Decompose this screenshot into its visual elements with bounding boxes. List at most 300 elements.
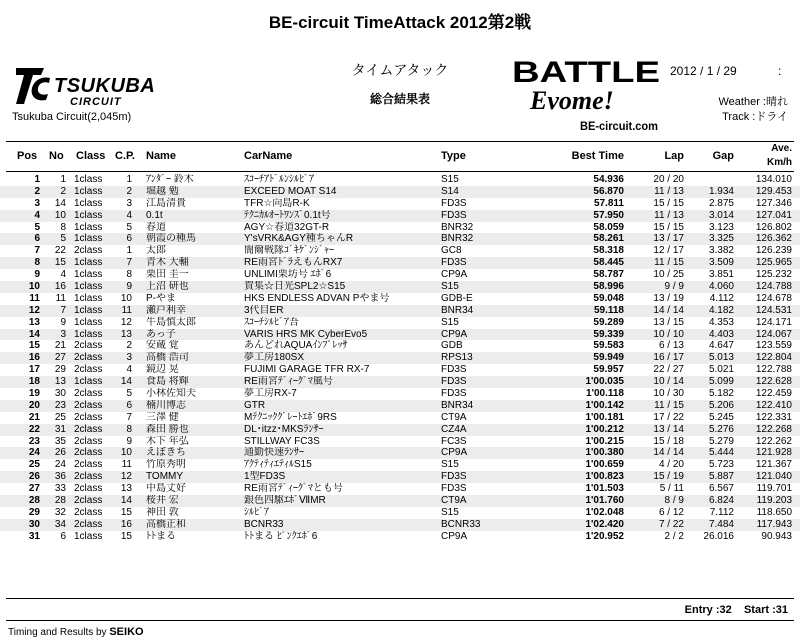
cell-best-time: 58.059 [593,221,624,233]
cell-gap: 5.444 [708,447,734,459]
cell-gap: 4.112 [709,292,734,304]
cell-ave: 127.346 [755,197,792,209]
cell-best-time: 1'20.952 [585,530,624,542]
seiko-logo: SEIKO [109,626,144,638]
cell-carname: 1型FD3S [244,471,286,483]
cell-name: ｱﾝﾀﾞｰ 鈴木 [146,174,194,185]
cell-no: 36 [54,471,66,483]
cell-ave: 122.410 [755,399,792,411]
cell-best-time: 1'00.215 [585,435,624,447]
cell-type: FD3S [441,364,467,376]
cell-no: 22 [54,245,66,257]
cell-cp: 7 [126,257,132,269]
cell-pos: 19 [28,388,40,400]
cell-class: 1class [74,197,103,209]
event-time: : [778,64,782,78]
cell-no: 10 [54,209,66,221]
cell-lap: 15 / 15 [653,221,684,233]
cell-class: 2class [74,411,103,423]
cell-type: CP9A [441,269,468,281]
cell-name: 三澤 健 [146,411,179,423]
cell-gap: 7.484 [708,518,734,530]
cell-name: 楠川博志 [146,399,186,411]
battle-logo-site: BE-circuit.com [580,119,658,133]
cell-pos: 14 [28,328,40,340]
cell-name: 高橋 浩司 [146,352,189,364]
cell-pos: 26 [28,471,40,483]
table-row [0,495,800,507]
cell-cp: 15 [120,530,132,542]
cell-gap: 5.279 [708,435,734,447]
cell-ave: 124.788 [755,281,792,293]
cell-gap: 5.021 [708,364,734,376]
cell-class: 2class [74,423,103,435]
cell-name: 上沼 研也 [146,281,189,293]
cell-pos: 17 [28,364,40,376]
cell-best-time: 58.445 [593,257,624,269]
table-row [0,329,800,341]
cell-class: 2class [74,340,103,352]
cell-pos: 5 [34,221,40,233]
table-row [0,174,800,186]
table-row [0,376,800,388]
table-row [0,436,800,448]
cell-cp: 11 [121,459,132,471]
cell-class: 2class [74,483,103,495]
cell-lap: 15 / 18 [653,435,684,447]
cell-best-time: 1'00.823 [585,471,624,483]
session-title: タイムアタック [351,62,449,78]
cell-type: GC8 [441,245,462,257]
cell-carname: 通勤快速ﾗﾝｻｰ [244,447,304,459]
cell-carname: VARIS HRS MK CyberEvo5 [244,328,368,340]
cell-name: 鏡辺 晃 [146,364,179,376]
battle-logo-main: BATTLE [512,56,660,89]
cell-type: S15 [441,316,459,328]
table-row [0,531,800,543]
cell-gap: 4.403 [708,328,734,340]
cell-carname: ﾄﾄまる ﾋﾟﾝｸｴﾎﾞ6 [244,530,318,542]
cell-ave: 124.531 [755,304,792,316]
cell-best-time: 59.583 [593,340,624,352]
cell-type: S15 [441,506,459,518]
cell-name: 青木 大輔 [146,257,189,269]
cell-class: 1class [74,292,103,304]
cell-ave: 126.239 [755,245,792,257]
cell-lap: 14 / 14 [653,304,684,316]
cell-pos: 21 [28,411,40,423]
cell-cp: 7 [126,411,132,423]
cell-lap: 13 / 14 [653,423,684,435]
cell-no: 23 [54,399,66,411]
cell-cp: 8 [126,423,132,435]
col-header-type: Type [441,150,466,162]
cell-pos: 6 [34,233,40,245]
cell-best-time: 59.949 [593,352,624,364]
cell-type: FD3S [441,483,467,495]
cell-cp: 1 [126,174,132,185]
cell-cp: 8 [126,269,132,281]
cell-best-time: 58.996 [593,281,624,293]
cell-cp: 14 [120,376,132,388]
table-row [0,424,800,436]
cell-type: BNR34 [441,304,474,316]
cell-gap: 3.325 [708,233,734,245]
cell-carname: ｼﾙﾋﾞｱ [244,506,269,518]
cell-best-time: 57.811 [593,197,624,209]
cell-lap: 13 / 17 [653,233,684,245]
table-row [0,447,800,459]
cell-type: CP9A [441,328,468,340]
cell-gap: 5.182 [708,388,734,400]
cell-pos: 13 [28,316,40,328]
cell-type: CZ4A [441,423,467,435]
cell-carname: Y'sVRK&AGY種ちゃんR [244,233,354,245]
cell-pos: 12 [28,304,40,316]
col-header-no: No [49,150,64,162]
table-row [0,257,800,269]
cell-ave: 123.559 [755,340,792,352]
table-row [0,222,800,234]
cell-cp: 11 [121,304,132,316]
cell-carname: ｽｺｰﾁｱﾄﾞﾙﾝｼﾙﾋﾞｱ [244,174,314,185]
cell-pos: 4 [34,209,40,221]
cell-pos: 11 [29,292,40,304]
cell-name: 神田 敦 [146,506,179,518]
battle-evome-logo [510,54,662,134]
cell-ave: 125.232 [755,269,792,281]
cell-carname: AGY☆春道32GT-R [244,221,330,233]
cell-name: ﾄﾄまる [146,530,176,542]
cell-name: 木下 年弘 [146,435,189,447]
cell-gap: 6.824 [708,495,734,507]
cell-carname: RE雨宮ﾃﾞｨｰｸﾞﾏとも号 [244,483,343,495]
col-header-kmh: Km/h [767,157,792,168]
cell-lap: 15 / 15 [653,197,684,209]
cell-name: 高橋正和 [146,518,186,530]
cell-lap: 11 / 15 [654,257,684,269]
table-row [0,210,800,222]
cell-lap: 11 / 13 [654,185,684,197]
cell-lap: 22 / 27 [653,364,684,376]
cell-class: 2class [74,364,103,376]
cell-lap: 2 / 2 [664,530,684,542]
cell-best-time: 1'02.420 [585,518,624,530]
cell-no: 31 [54,423,66,435]
cell-name: 小林佐知夫 [146,388,196,400]
cell-no: 15 [54,257,66,269]
cell-carname: あんどれAQUAｲﾝﾌﾟﾚｯｻ [244,340,348,352]
cell-best-time: 1'00.118 [586,388,624,400]
cell-ave: 122.628 [755,376,792,388]
table-row [0,317,800,329]
cell-type: FD3S [441,257,467,269]
cell-no: 25 [54,411,66,423]
cell-no: 7 [60,304,66,316]
cell-type: GDB-E [441,292,473,304]
cell-carname: FUJIMI GARAGE TFR RX-7 [244,364,370,376]
table-row [0,400,800,412]
cell-gap: 1.934 [708,185,734,197]
cell-ave: 121.928 [755,447,792,459]
cell-pos: 10 [28,281,40,293]
cell-type: S14 [441,185,459,197]
table-row [0,293,800,305]
cell-type: BCNR33 [441,518,481,530]
col-header-ave: Ave. [771,143,792,154]
cell-ave: 122.262 [755,435,792,447]
cell-cp: 9 [126,281,132,293]
cell-pos: 1 [34,174,40,185]
cell-best-time: 1'00.380 [585,447,624,459]
cell-best-time: 1'00.181 [585,411,624,423]
cell-no: 33 [54,483,66,495]
cell-type: S15 [441,174,459,185]
cell-carname: Mﾃｸﾆｯｸｸﾞﾚｰﾄｴﾎﾞ9RS [244,411,337,423]
cell-carname: EXCEED MOAT S14 [244,185,337,197]
table-row [0,305,800,317]
cell-lap: 20 / 20 [653,174,684,185]
cell-no: 1 [60,174,66,185]
cell-class: 1class [74,174,103,185]
cell-carname: 銀色四駆ｴﾎﾞⅦMR [244,495,326,507]
col-header-lap: Lap [664,150,684,162]
cell-class: 2class [74,447,103,459]
header-bottom-rule [6,171,794,172]
cell-carname: ﾃｸﾆｶﾙｵｰﾄﾜﾝｽﾞ0.1t号 [244,209,331,221]
cell-gap: 5.276 [708,423,734,435]
cell-type: FD3S [441,388,467,400]
cell-pos: 22 [28,423,40,435]
tc-logo-icon [14,64,52,106]
cell-no: 16 [54,281,66,293]
col-header-name: Name [146,150,176,162]
cell-no: 13 [54,376,66,388]
table-row [0,245,800,257]
cell-ave: 119.203 [756,495,792,507]
result-type: 総合結果表 [369,92,430,106]
cell-pos: 30 [28,518,40,530]
cell-class: 2class [74,518,103,530]
cell-gap: 3.851 [708,269,734,281]
circuit-name: Tsukuba Circuit(2,045m) [12,111,132,123]
cell-class: 1class [74,328,103,340]
cell-class: 2class [74,352,103,364]
cell-class: 2class [74,459,103,471]
cell-carname: 3代目ER [244,304,284,316]
cell-type: CT9A [441,495,467,507]
cell-cp: 4 [126,364,132,376]
cell-gap: 5.099 [708,376,734,388]
cell-pos: 2 [34,185,40,197]
weather-info: Weather :晴れ [718,96,788,108]
logo-tsukuba-text: TSUKUBA [54,75,156,97]
entry-count: Entry :32 [684,604,732,616]
cell-pos: 29 [28,506,40,518]
col-header-class: Class [76,150,106,162]
cell-class: 2class [74,435,103,447]
cell-cp: 16 [120,518,132,530]
cell-name: 桜井 宏 [146,495,179,507]
cell-ave: 126.802 [755,221,792,233]
cell-lap: 12 / 17 [653,245,684,257]
cell-best-time: 1'00.212 [585,423,624,435]
cell-cp: 14 [120,495,132,507]
cell-type: CT9A [441,411,467,423]
event-date: 2012 / 1 / 29 [670,64,737,78]
page-title: BE-circuit TimeAttack 2012第2戦 [268,13,532,32]
cell-type: FD3S [441,471,467,483]
cell-name: 0.1t [146,209,163,221]
cell-pos: 9 [34,269,40,281]
battle-logo-script: Evome! [530,86,614,115]
cell-no: 28 [54,495,66,507]
cell-ave: 122.459 [755,388,792,400]
cell-gap: 3.509 [708,257,734,269]
cell-pos: 18 [28,376,40,388]
cell-type: FD3S [441,376,467,388]
cell-lap: 4 / 20 [658,459,684,471]
cell-pos: 25 [28,459,40,471]
cell-cp: 12 [120,471,132,483]
logo-circuit-text: CIRCUIT [70,96,122,108]
cell-cp: 6 [126,399,132,411]
cell-class: 1class [74,221,103,233]
cell-pos: 7 [34,245,40,257]
cell-best-time: 1'00.659 [585,459,624,471]
cell-no: 27 [54,352,66,364]
cell-lap: 15 / 19 [653,471,684,483]
cell-cp: 3 [126,197,132,209]
cell-name: 竹原秀明 [146,459,186,471]
cell-no: 14 [54,197,66,209]
cell-no: 2 [60,185,66,197]
cell-pos: 27 [28,483,40,495]
cell-lap: 14 / 14 [653,447,684,459]
cell-carname: BCNR33 [244,518,284,530]
cell-class: 1class [74,269,103,281]
cell-pos: 24 [28,447,40,459]
cell-gap: 5.723 [708,459,734,471]
cell-no: 21 [54,340,66,352]
cell-pos: 8 [34,257,40,269]
cell-carname: RE雨宮ﾃﾞｨｰｸﾞﾏ風号 [244,376,333,388]
cell-cp: 15 [120,506,132,518]
cell-no: 6 [60,530,66,542]
cell-best-time: 59.048 [593,292,624,304]
table-row [0,186,800,198]
cell-type: FC3S [441,435,467,447]
cell-name: 太郎 [146,245,166,257]
cell-no: 9 [60,316,66,328]
cell-gap: 4.647 [708,340,734,352]
table-row [0,198,800,210]
cell-name: 栗田 圭一 [146,269,189,281]
cell-ave: 124.678 [755,292,792,304]
cell-pos: 16 [28,352,40,364]
entry-start-counts [685,604,788,616]
cell-gap: 2.875 [708,197,734,209]
cell-type: S15 [441,459,459,471]
cell-gap: 5.206 [708,399,734,411]
cell-no: 4 [60,269,66,281]
cell-carname: 夢工房RX-7 [244,388,297,400]
cell-pos: 3 [34,197,40,209]
cell-no: 32 [54,506,66,518]
cell-no: 11 [55,292,66,304]
cell-cp: 12 [120,316,132,328]
cell-carname: ｽｺｰﾁｼﾙﾋﾞｱ吾 [244,316,299,328]
cell-no: 8 [60,221,66,233]
timing-credit-prefix: Timing and Results by [8,627,107,638]
table-row [0,471,800,483]
cell-lap: 13 / 15 [653,316,684,328]
cell-class: 1class [74,530,103,542]
cell-name: 春道 [146,221,166,233]
cell-cp: 13 [120,328,132,340]
cell-carname: HKS ENDLESS ADVAN Pやま号 [244,292,390,304]
cell-type: FD3S [441,209,467,221]
cell-class: 2class [74,388,103,400]
cell-best-time: 1'01.760 [585,495,624,507]
cell-lap: 10 / 14 [653,376,684,388]
cell-carname: GTR [244,399,266,411]
cell-ave: 121.040 [755,471,792,483]
cell-cp: 5 [126,221,132,233]
table-row [0,352,800,364]
cell-type: GDB [441,340,463,352]
cell-gap: 5.887 [708,471,734,483]
cell-ave: 90.943 [761,530,792,542]
cell-carname: STILLWAY FC3S [244,435,320,447]
cell-type: BNR32 [441,233,474,245]
col-header-carname: CarName [244,150,293,162]
cell-name: 朝霞の種馬 [146,233,196,245]
cell-no: 30 [54,388,66,400]
cell-name: 江島清貴 [146,197,186,209]
cell-carname: RE雨宮ﾄﾞﾗえもんRX7 [244,257,343,269]
col-header-gap: Gap [712,150,734,162]
start-count: Start :31 [743,604,788,616]
cell-type: BNR34 [441,399,474,411]
cell-class: 1class [74,257,103,269]
cell-pos: 28 [28,495,40,507]
table-row [0,388,800,400]
cell-name: 安蔵 覚 [146,340,179,352]
cell-cp: 5 [126,388,132,400]
cell-ave: 129.453 [755,185,792,197]
cell-no: 35 [54,435,66,447]
cell-class: 1class [74,304,103,316]
cell-cp: 1 [126,245,132,257]
cell-gap: 5.013 [708,352,734,364]
cell-ave: 134.010 [755,174,792,185]
cell-lap: 16 / 17 [653,352,684,364]
table-row [0,519,800,531]
cell-best-time: 1'00.142 [585,399,624,411]
cell-cp: 10 [120,447,132,459]
cell-best-time: 58.261 [593,233,624,245]
cell-lap: 8 / 9 [664,495,684,507]
cell-type: S15 [441,281,459,293]
cell-best-time: 59.289 [593,316,624,328]
cell-lap: 9 / 9 [664,281,684,293]
table-bottom-rule [6,598,794,599]
cell-gap: 5.245 [708,411,734,423]
cell-lap: 7 / 22 [658,518,684,530]
cell-carname: 夢工房180SX [244,352,305,364]
col-header-pos: Pos [17,150,38,162]
